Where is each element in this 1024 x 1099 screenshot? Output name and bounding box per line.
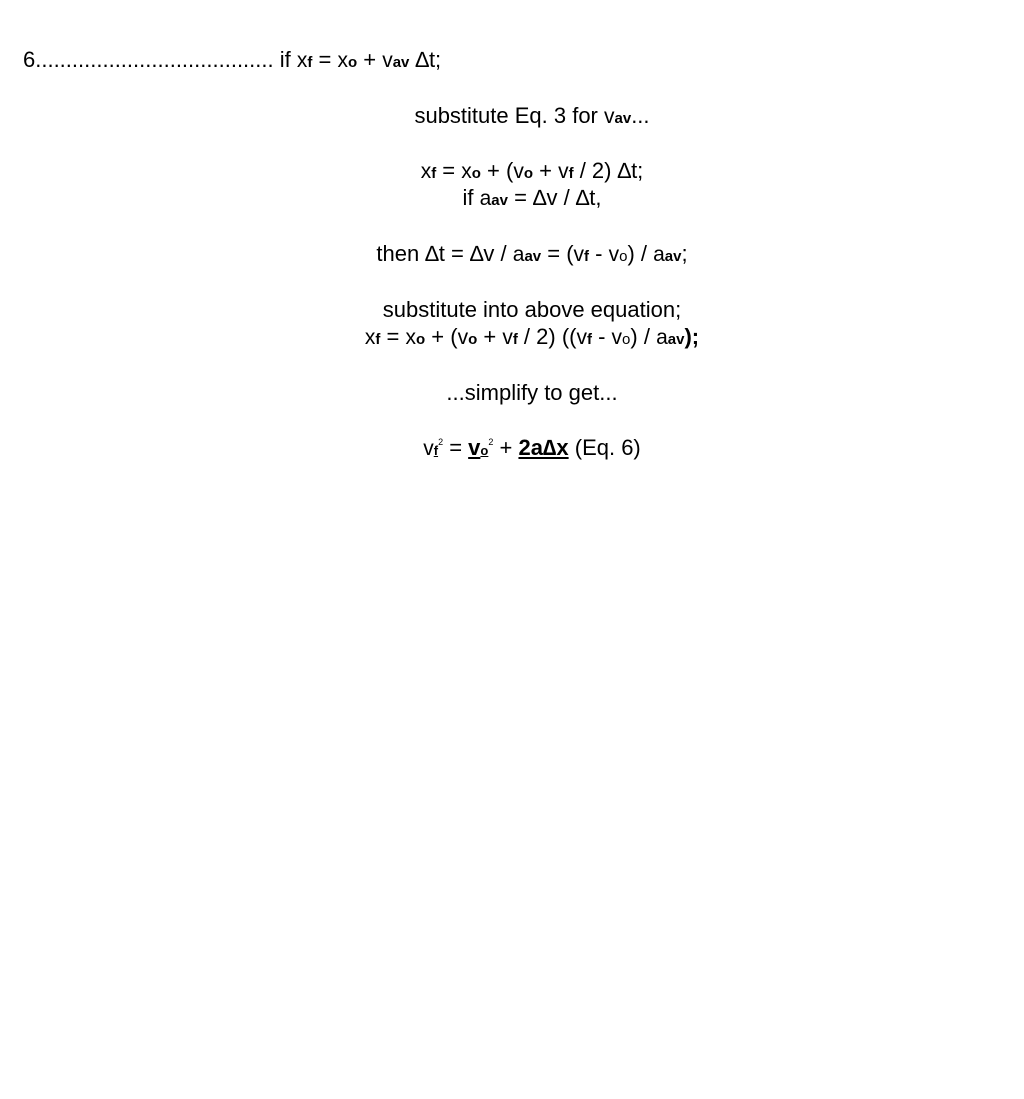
acceleration-definition: if aav = ∆v / ∆t,: [462, 185, 602, 210]
simplify-note: ...simplify to get...: [446, 380, 618, 405]
position-equation: xf = xo + (vo + vf / 2) ∆t;: [420, 158, 644, 183]
substitute-instruction: substitute Eq. 3 for vav...: [414, 103, 650, 128]
heading-number: 6.......................................: [23, 47, 274, 72]
time-expression: then ∆t = ∆v / aav = (vf - vo) / aav;: [376, 241, 688, 266]
equation-6-heading: 6....................................... if xf = xo + vav ∆t;: [23, 47, 442, 72]
substitute-note: substitute into above equation;: [382, 297, 682, 322]
substituted-equation: xf = xo + (vo + vf / 2) ((vf - vo) / aav);: [364, 324, 700, 349]
equation-label: (Eq. 6): [568, 435, 641, 460]
final-equation-term: 2a∆x: [518, 435, 569, 460]
final-equation: $vf^2 = vo^2 + 2a\Delta x$ (Eq. 6): [423, 435, 641, 460]
